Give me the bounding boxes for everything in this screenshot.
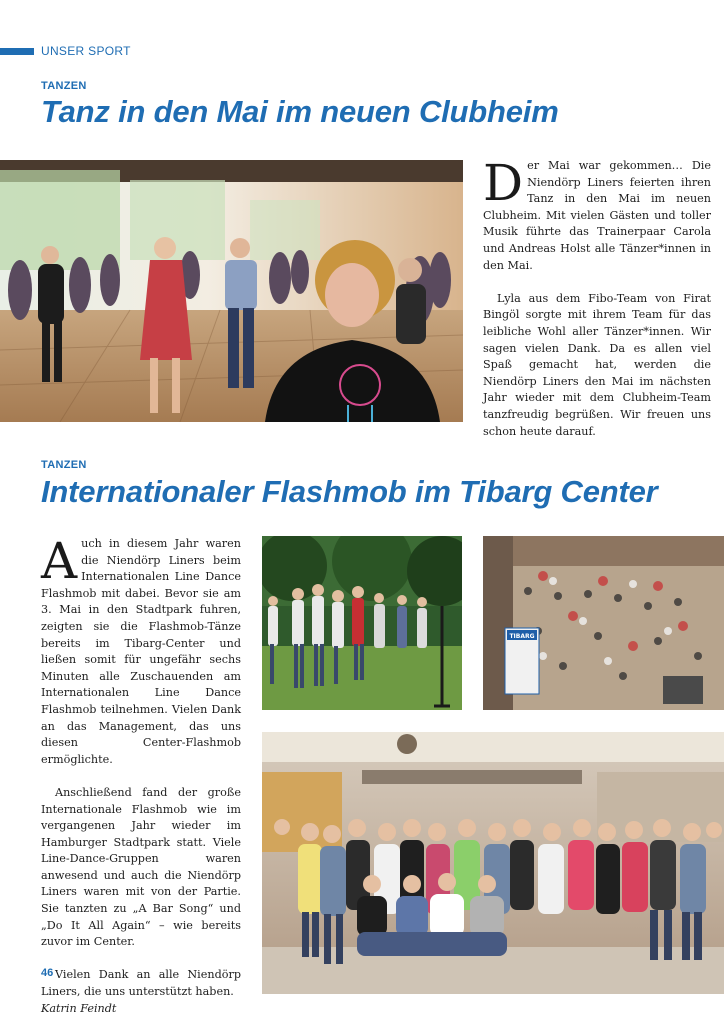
article2-kicker: TANZEN (41, 459, 87, 471)
article1-body (483, 154, 711, 457)
article2-body (41, 532, 241, 1034)
article1-kicker: TANZEN (41, 80, 87, 92)
photo-tibarg-overview-image (483, 536, 724, 710)
article1-title: Tanz in den Mai im neuen Clubheim (41, 94, 559, 129)
tibarg-sign-text: TIBARG (509, 633, 535, 640)
article2-dropcap: A (41, 532, 78, 590)
section-marker-bar (0, 48, 34, 55)
article1-paragraph-1: er Mai war gekommen… Die Niendörp Liners feierten ihren Tanz in den Mai im neuen Clubheim. Mit vielen Gästen und toller Musik führte das Trainerpaar Carola und Andreas Holst alle Tänzer*innen in den Mai. (483, 159, 711, 272)
article1-paragraph-2: Lyla aus dem Fibo-Team von Firat Bingöl sorgte mit ihrem Team für das leibliche Wohl aller Tänzer*innen. Wir sagen vielen Dank. Da es allen viel Spaß gemacht hat, werden die Niendörp Liners den Mai im nächsten Jahr wieder mit dem Clubheim-Team tanzfreudig begrüßen. Wir freuen uns schon heute darauf. (483, 291, 711, 438)
article1-dropcap: D (483, 154, 524, 212)
photo-dance-clubheim (0, 160, 463, 422)
photo-stadtpark-flashmob (262, 536, 462, 710)
article2-paragraph-2: Anschließend fand der große Internationale Flashmob wie im vergangenen Jahr wieder im Hamburger Stadtpark statt. Viele Line-Dance-Gruppen waren anwesend und auch die Niendörp Liners waren mit von der Partie. Sie tanzten zu „A Bar Song“ und „Do It All Again“ – wie bereits zuvor im Center. (41, 785, 241, 949)
photo-tibarg-center-overview (483, 536, 724, 710)
photo-group-image (262, 732, 724, 994)
page-number: 46 (41, 967, 54, 979)
section-label: UNSER SPORT (41, 44, 131, 58)
article2-title: Internationaler Flashmob im Tibarg Center (41, 474, 658, 509)
photo-stadtpark-image (262, 536, 462, 710)
article2-paragraph-1: uch in diesem Jahr waren die Niendörp Liners beim Internationalen Line Dance Flashmob mit dabei. Bevor sie am 3. Mai in den Stadtpark fuhren, zeigten sie die Flashmob-Tänze bereits im Tibarg-Center und ließen somit für ungefähr sechs Minuten alle Zuschauenden am Internationalen Line Dance Flashmob teilnehmen. Vielen Dank an das Management, das uns diesen Center-Flashmob ermöglichte. (41, 537, 241, 766)
photo-dance-clubheim-image (0, 160, 463, 422)
article2-paragraph-3: Vielen Dank an alle Niendörp Liners, die uns unterstützt haben. (41, 968, 241, 999)
photo-group-tibarg-center (262, 732, 724, 994)
article2-author: Katrin Feindt (41, 1001, 117, 1015)
